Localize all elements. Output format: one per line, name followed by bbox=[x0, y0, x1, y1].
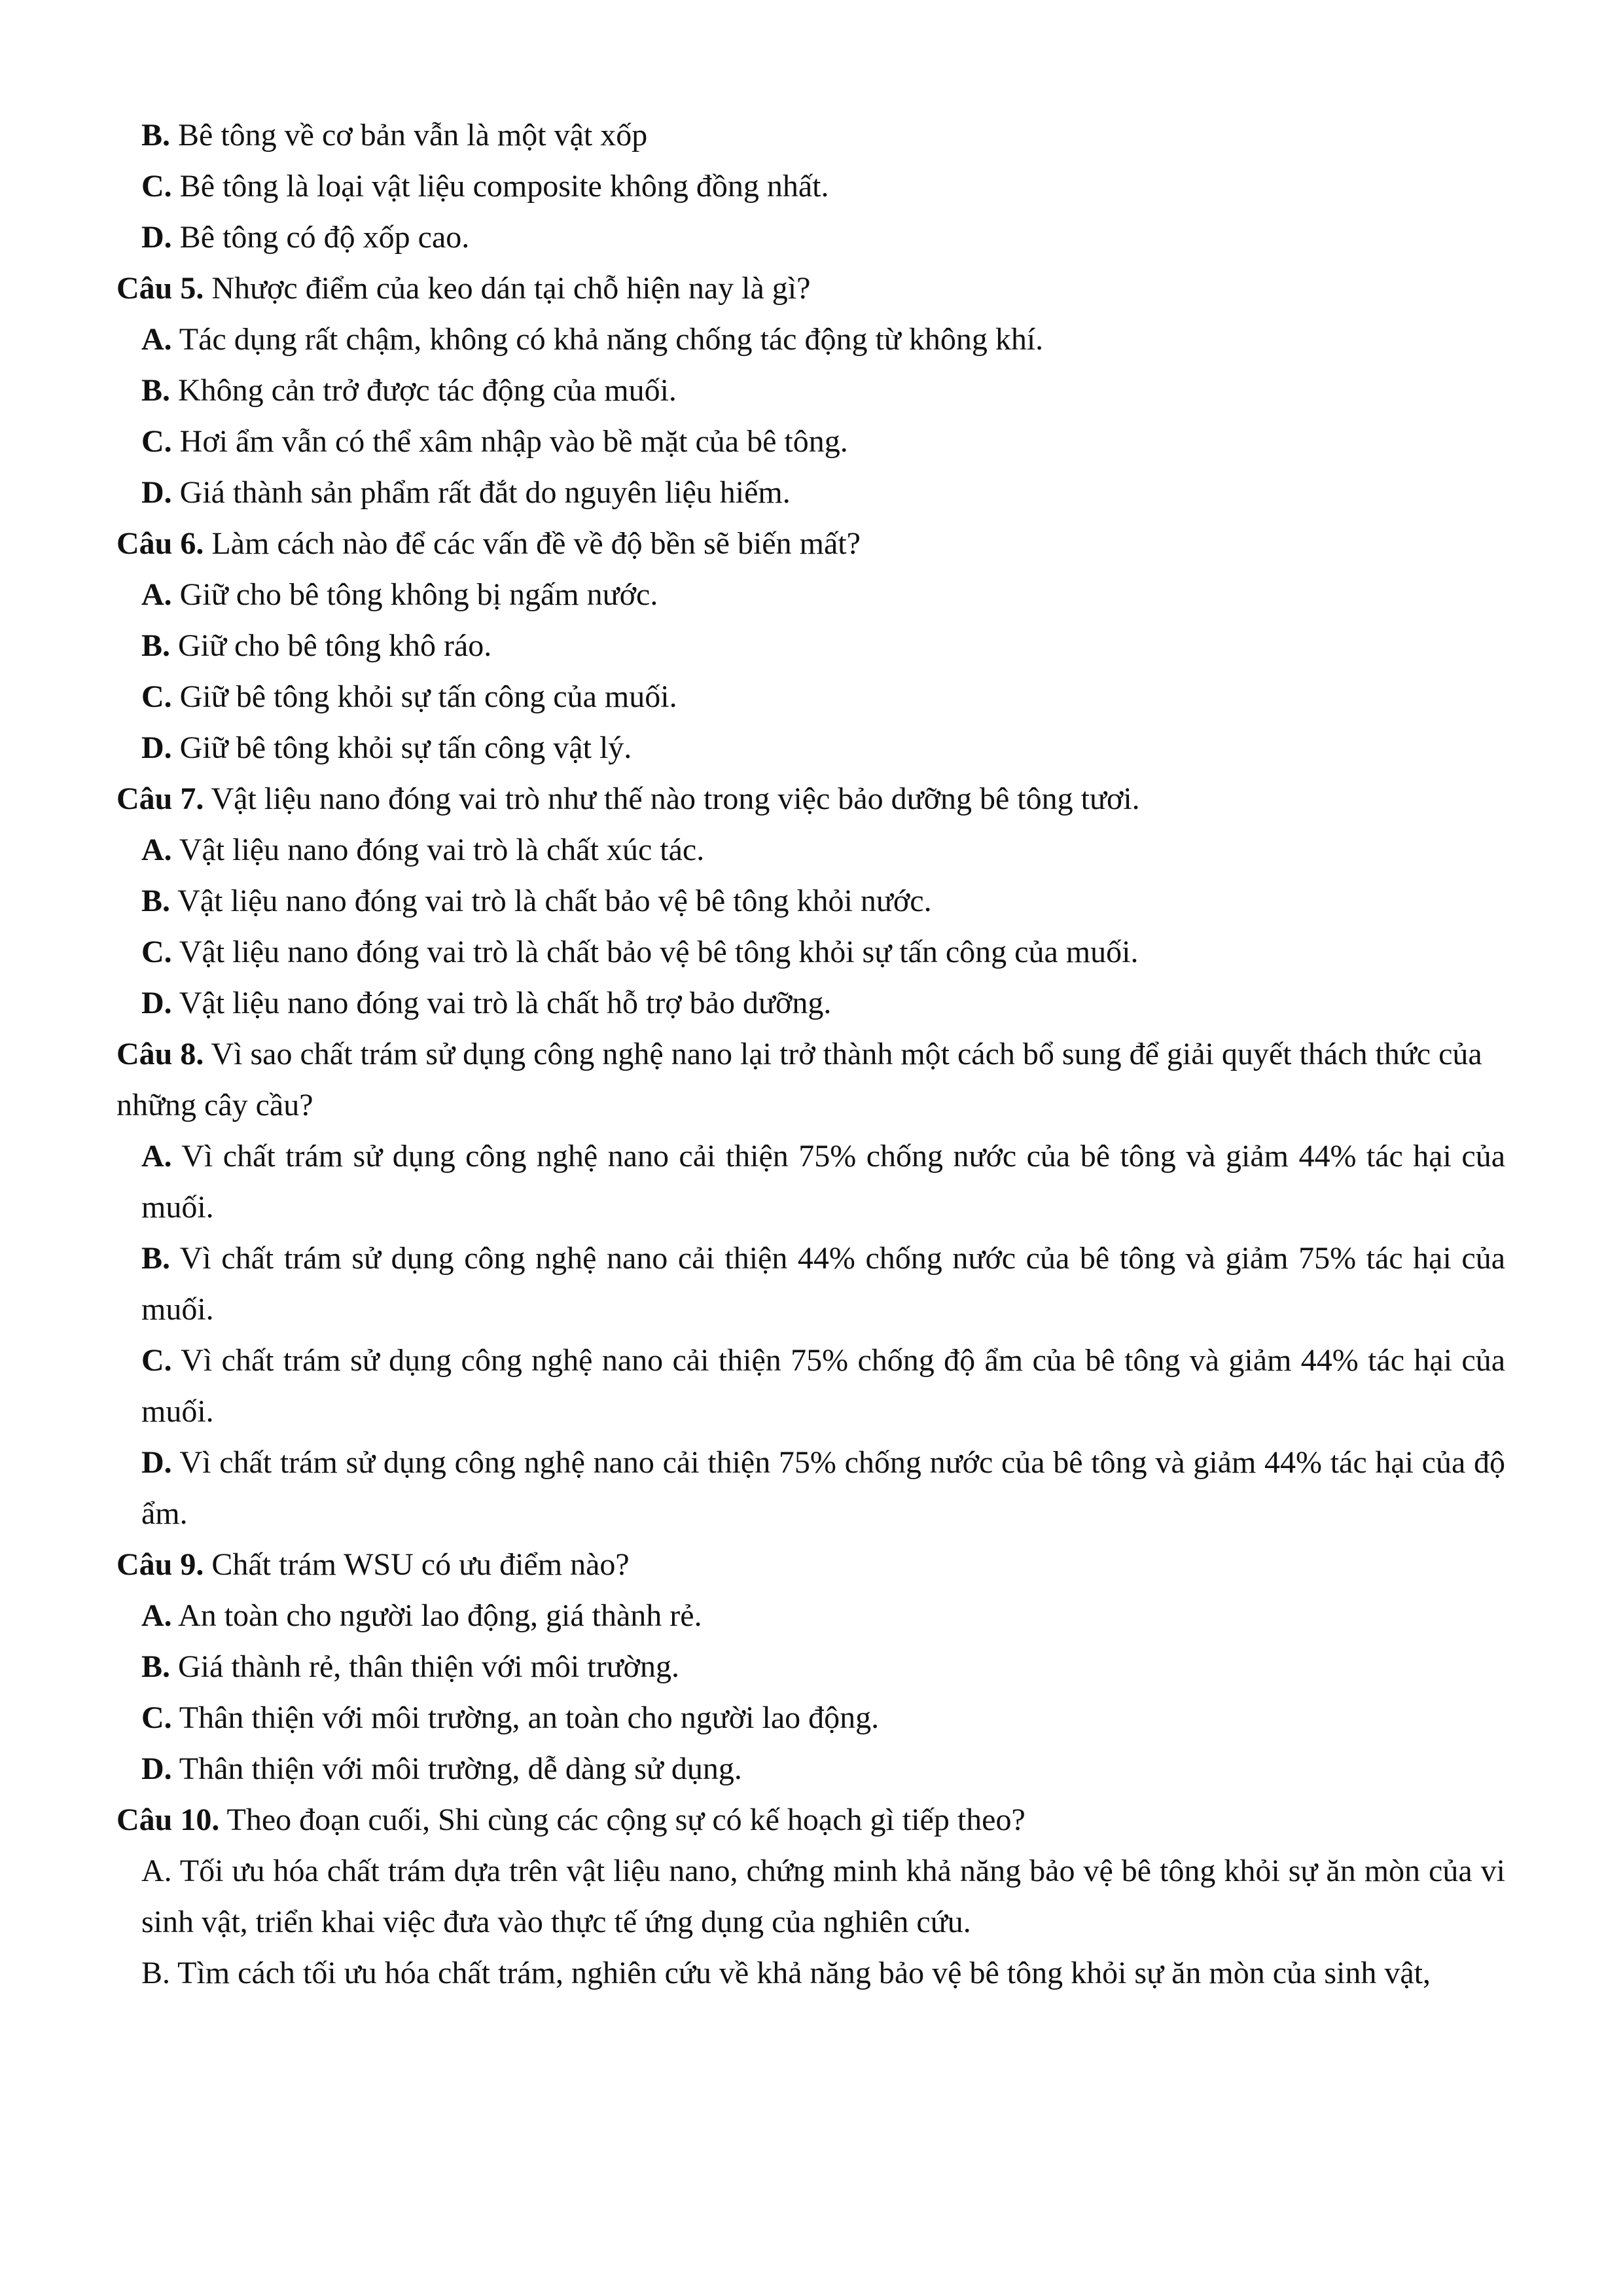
option-label: C. bbox=[141, 935, 172, 969]
option-label: C. bbox=[141, 1343, 172, 1378]
question-10 bbox=[116, 1795, 1505, 1846]
option-text: Vật liệu nano đóng vai trò là chất bảo vệ bê tông khỏi sự tấn công của muối. bbox=[171, 935, 1139, 969]
option-text: Vì chất trám sử dụng công nghệ nano cải thiện 75% chống nước của bê tông và giảm 44% tác hại của độ ẩm. bbox=[141, 1445, 1505, 1531]
option-text: Giá thành sản phẩm rất đắt do nguyên liệu hiếm. bbox=[171, 475, 791, 510]
option-a bbox=[116, 314, 1505, 365]
question-7 bbox=[116, 774, 1505, 825]
option-label: A. bbox=[141, 1598, 172, 1633]
option-label: A. bbox=[141, 1854, 172, 1888]
question-text: Làm cách nào để các vấn đề về độ bền sẽ biến mất? bbox=[204, 526, 861, 561]
question-label: Câu 10. bbox=[116, 1803, 220, 1837]
option-text: Vật liệu nano đóng vai trò là chất xúc tác. bbox=[171, 833, 705, 867]
question-text: Vì sao chất trám sử dụng công nghệ nano lại trở thành một cách bổ sung để giải quyết thách thức của những cây cầu? bbox=[116, 1037, 1482, 1122]
question-text: Theo đoạn cuối, Shi cùng các cộng sự có kế hoạch gì tiếp theo? bbox=[219, 1803, 1026, 1837]
question-6 bbox=[116, 518, 1505, 569]
option-text: Vì chất trám sử dụng công nghệ nano cải thiện 44% chống nước của bê tông và giảm 75% tác hại của muối. bbox=[141, 1241, 1505, 1327]
option-a bbox=[116, 1131, 1505, 1233]
option-label: D. bbox=[141, 730, 172, 765]
question-label: Câu 6. bbox=[116, 526, 204, 561]
option-label: C. bbox=[141, 679, 172, 714]
option-text: Vật liệu nano đóng vai trò là chất hỗ trợ bảo dưỡng. bbox=[171, 986, 832, 1020]
option-text: Vì chất trám sử dụng công nghệ nano cải thiện 75% chống độ ẩm của bê tông và giảm 44% tác hại của muối. bbox=[141, 1343, 1505, 1429]
option-text: Giữ cho bê tông khô ráo. bbox=[170, 628, 492, 663]
option-a bbox=[116, 1846, 1505, 1948]
option-text: An toàn cho người lao động, giá thành rẻ. bbox=[171, 1598, 702, 1633]
option-label: C. bbox=[141, 1700, 172, 1735]
option-text: Giữ bê tông khỏi sự tấn công của muối. bbox=[171, 679, 677, 714]
question-label: Câu 7. bbox=[116, 781, 204, 816]
option-c bbox=[116, 161, 1505, 212]
option-d bbox=[116, 212, 1505, 263]
option-b bbox=[116, 110, 1505, 161]
option-b bbox=[116, 620, 1505, 672]
option-d bbox=[116, 723, 1505, 774]
option-label: B. bbox=[141, 628, 171, 663]
option-d bbox=[116, 1437, 1505, 1539]
option-label: A. bbox=[141, 1139, 172, 1174]
option-label: A. bbox=[141, 322, 172, 357]
option-text: Thân thiện với môi trường, an toàn cho người lao động. bbox=[171, 1700, 880, 1735]
option-c bbox=[116, 1693, 1505, 1744]
option-text: Tối ưu hóa chất trám dựa trên vật liệu nano, chứng minh khả năng bảo vệ bê tông khỏi sự ăn mòn của vi sinh vật, triển khai việc đưa vào thực tế ứng dụng của nghiên cứu. bbox=[141, 1854, 1505, 1939]
question-text: Chất trám WSU có ưu điểm nào? bbox=[204, 1547, 630, 1582]
option-label: D. bbox=[141, 1445, 172, 1480]
option-text: Giữ cho bê tông không bị ngấm nước. bbox=[171, 577, 658, 612]
option-label: B. bbox=[141, 884, 171, 918]
option-d bbox=[116, 1744, 1505, 1795]
option-label: B. bbox=[141, 373, 171, 408]
option-a bbox=[116, 825, 1505, 876]
option-label: B. bbox=[141, 1241, 171, 1276]
option-label: D. bbox=[141, 475, 172, 510]
option-a bbox=[116, 1590, 1505, 1641]
option-b bbox=[116, 1641, 1505, 1693]
option-text: Vật liệu nano đóng vai trò là chất bảo vệ bê tông khỏi nước. bbox=[170, 884, 932, 918]
option-b bbox=[116, 876, 1505, 927]
option-b bbox=[116, 1233, 1505, 1335]
option-c bbox=[116, 672, 1505, 723]
question-label: Câu 8. bbox=[116, 1037, 204, 1071]
option-text: Giá thành rẻ, thân thiện với môi trường. bbox=[170, 1649, 679, 1684]
option-d bbox=[116, 978, 1505, 1029]
option-text: Bê tông có độ xốp cao. bbox=[171, 220, 470, 255]
question-8 bbox=[116, 1029, 1505, 1131]
option-b bbox=[116, 1948, 1505, 1999]
option-text: Vì chất trám sử dụng công nghệ nano cải thiện 75% chống nước của bê tông và giảm 44% tác hại của muối. bbox=[141, 1139, 1505, 1225]
option-text: Hơi ẩm vẫn có thể xâm nhập vào bề mặt của bê tông. bbox=[171, 424, 848, 459]
option-label: C. bbox=[141, 424, 172, 459]
question-9 bbox=[116, 1539, 1505, 1590]
option-text: Không cản trở được tác động của muối. bbox=[170, 373, 677, 408]
option-label: B. bbox=[141, 1649, 171, 1684]
option-c bbox=[116, 1335, 1505, 1437]
option-b bbox=[116, 365, 1505, 416]
option-label: C. bbox=[141, 169, 172, 204]
option-label: B. bbox=[141, 1956, 171, 1990]
question-text: Nhược điểm của keo dán tại chỗ hiện nay là gì? bbox=[204, 271, 811, 306]
option-label: B. bbox=[141, 118, 171, 152]
option-text: Bê tông là loại vật liệu composite không đồng nhất. bbox=[171, 169, 829, 204]
option-text: Giữ bê tông khỏi sự tấn công vật lý. bbox=[171, 730, 632, 765]
question-label: Câu 5. bbox=[116, 271, 204, 306]
option-text: Bê tông về cơ bản vẫn là một vật xốp bbox=[170, 118, 648, 152]
question-list bbox=[116, 110, 1505, 1999]
option-label: D. bbox=[141, 220, 172, 255]
question-5 bbox=[116, 263, 1505, 314]
option-d bbox=[116, 467, 1505, 518]
option-label: A. bbox=[141, 577, 172, 612]
option-text: Tìm cách tối ưu hóa chất trám, nghiên cứu về khả năng bảo vệ bê tông khỏi sự ăn mòn của sinh vật, bbox=[170, 1956, 1431, 1990]
option-c bbox=[116, 927, 1505, 978]
option-label: A. bbox=[141, 833, 172, 867]
option-c bbox=[116, 416, 1505, 467]
question-label: Câu 9. bbox=[116, 1547, 204, 1582]
question-text: Vật liệu nano đóng vai trò như thế nào trong việc bảo dưỡng bê tông tươi. bbox=[204, 781, 1140, 816]
option-text: Thân thiện với môi trường, dễ dàng sử dụng. bbox=[171, 1751, 742, 1786]
option-label: D. bbox=[141, 986, 172, 1020]
option-text: Tác dụng rất chậm, không có khả năng chống tác động từ không khí. bbox=[171, 322, 1044, 357]
option-a bbox=[116, 569, 1505, 620]
option-label: D. bbox=[141, 1751, 172, 1786]
